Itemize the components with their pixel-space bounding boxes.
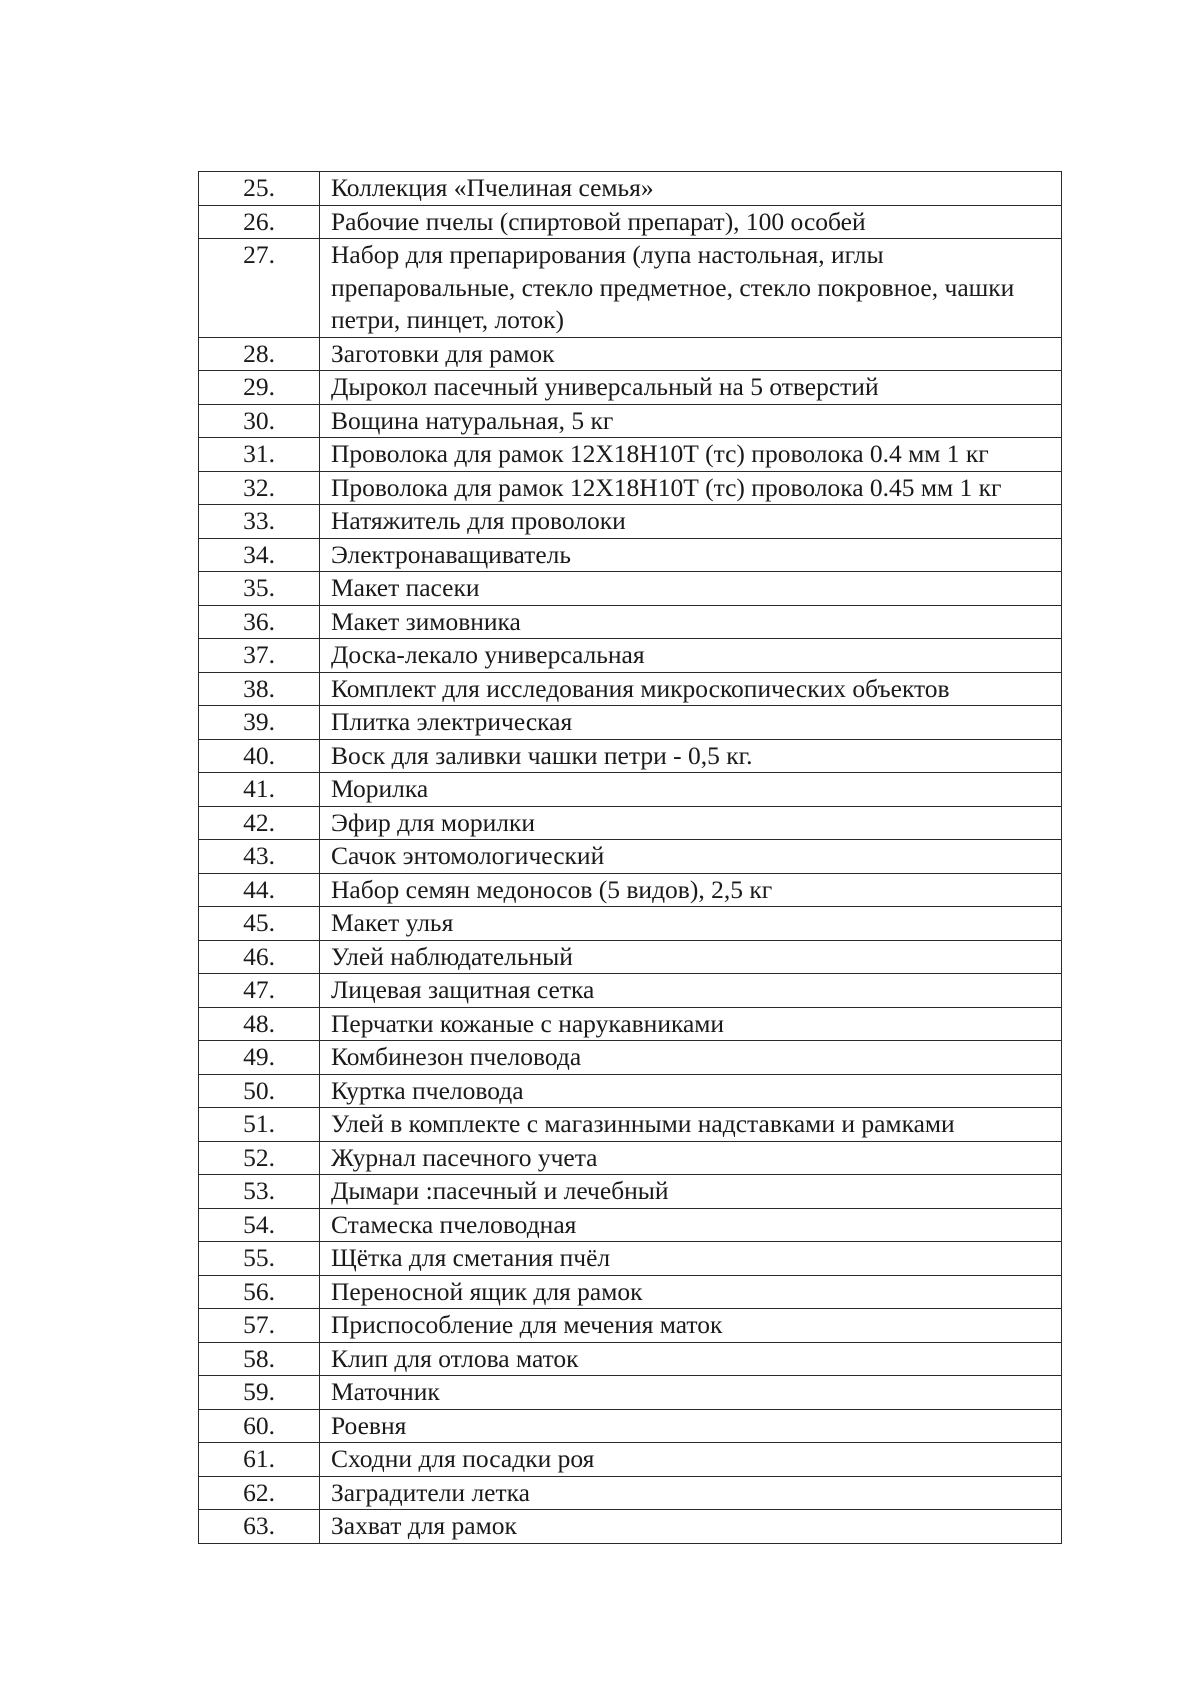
table-row	[199, 1409, 1062, 1443]
row-number: 39.	[199, 706, 320, 740]
table-row	[199, 739, 1062, 773]
item-description: Дымари :пасечный и лечебный	[320, 1175, 1062, 1209]
item-description: Щётка для сметания пчёл	[320, 1242, 1062, 1276]
item-description: Макет улья	[320, 907, 1062, 941]
row-number: 33.	[199, 505, 320, 539]
table-row	[199, 672, 1062, 706]
item-description: Заградители летка	[320, 1476, 1062, 1510]
row-number: 53.	[199, 1175, 320, 1209]
item-description: Электронаващиватель	[320, 538, 1062, 572]
item-description: Рабочие пчелы (спиртовой препарат), 100 особей	[320, 205, 1062, 239]
item-description: Проволока для рамок 12Х18Н10Т (тс) проволока 0.45 мм 1 кг	[320, 471, 1062, 505]
row-number: 41.	[199, 773, 320, 807]
table-row	[199, 505, 1062, 539]
item-description: Перчатки кожаные с нарукавниками	[320, 1007, 1062, 1041]
row-number: 56.	[199, 1275, 320, 1309]
table-row	[199, 337, 1062, 371]
item-description: Проволока для рамок 12Х18Н10Т (тс) проволока 0.4 мм 1 кг	[320, 438, 1062, 472]
item-description: Вощина натуральная, 5 кг	[320, 404, 1062, 438]
row-number: 26.	[199, 205, 320, 239]
item-description: Дырокол пасечный универсальный на 5 отверстий	[320, 371, 1062, 405]
table-row	[199, 1443, 1062, 1477]
table-row	[199, 1342, 1062, 1376]
row-number: 30.	[199, 404, 320, 438]
item-description: Макет пасеки	[320, 572, 1062, 606]
item-description: Воск для заливки чашки петри - 0,5 кг.	[320, 739, 1062, 773]
table-row	[199, 1309, 1062, 1343]
row-number: 48.	[199, 1007, 320, 1041]
table-row	[199, 438, 1062, 472]
table-row	[199, 605, 1062, 639]
table-row	[199, 1242, 1062, 1276]
table-row	[199, 974, 1062, 1008]
item-description: Переносной ящик для рамок	[320, 1275, 1062, 1309]
item-description: Лицевая защитная сетка	[320, 974, 1062, 1008]
item-description: Захват для рамок	[320, 1510, 1062, 1544]
row-number: 52.	[199, 1141, 320, 1175]
table-row	[199, 1141, 1062, 1175]
row-number: 62.	[199, 1476, 320, 1510]
row-number: 59.	[199, 1376, 320, 1410]
table-row	[199, 205, 1062, 239]
equipment-table	[198, 171, 1062, 1544]
row-number: 35.	[199, 572, 320, 606]
row-number: 36.	[199, 605, 320, 639]
item-description: Сачок энтомологический	[320, 840, 1062, 874]
row-number: 58.	[199, 1342, 320, 1376]
item-description: Коллекция «Пчелиная семья»	[320, 172, 1062, 206]
item-description: Натяжитель для проволоки	[320, 505, 1062, 539]
table-row	[199, 371, 1062, 405]
table-row	[199, 1510, 1062, 1544]
item-description: Клип для отлова маток	[320, 1342, 1062, 1376]
item-description: Набор семян медоносов (5 видов), 2,5 кг	[320, 873, 1062, 907]
table-row	[199, 840, 1062, 874]
table-row	[199, 471, 1062, 505]
table-row	[199, 1041, 1062, 1075]
item-description: Эфир для морилки	[320, 806, 1062, 840]
equipment-table-body	[199, 172, 1062, 1544]
item-description: Журнал пасечного учета	[320, 1141, 1062, 1175]
item-description: Маточник	[320, 1376, 1062, 1410]
item-description: Заготовки для рамок	[320, 337, 1062, 371]
table-row	[199, 639, 1062, 673]
table-row	[199, 806, 1062, 840]
row-number: 46.	[199, 940, 320, 974]
item-description: Улей наблюдательный	[320, 940, 1062, 974]
row-number: 38.	[199, 672, 320, 706]
table-row	[199, 1175, 1062, 1209]
row-number: 50.	[199, 1074, 320, 1108]
table-row	[199, 1208, 1062, 1242]
table-row	[199, 572, 1062, 606]
table-row	[199, 873, 1062, 907]
item-description: Доска-лекало универсальная	[320, 639, 1062, 673]
table-row	[199, 773, 1062, 807]
row-number: 51.	[199, 1108, 320, 1142]
row-number: 32.	[199, 471, 320, 505]
item-description: Макет зимовника	[320, 605, 1062, 639]
item-description: Морилка	[320, 773, 1062, 807]
table-row	[199, 172, 1062, 206]
item-description: Сходни для посадки роя	[320, 1443, 1062, 1477]
row-number: 61.	[199, 1443, 320, 1477]
table-row	[199, 940, 1062, 974]
row-number: 37.	[199, 639, 320, 673]
item-description: Комплект для исследования микроскопических объектов	[320, 672, 1062, 706]
item-description: Приспособление для мечения маток	[320, 1309, 1062, 1343]
row-number: 40.	[199, 739, 320, 773]
row-number: 47.	[199, 974, 320, 1008]
row-number: 31.	[199, 438, 320, 472]
table-row	[199, 706, 1062, 740]
row-number: 27.	[199, 239, 320, 338]
item-description: Плитка электрическая	[320, 706, 1062, 740]
item-description: Улей в комплекте с магазинными надставками и рамками	[320, 1108, 1062, 1142]
table-row	[199, 404, 1062, 438]
item-description: Куртка пчеловода	[320, 1074, 1062, 1108]
table-row	[199, 538, 1062, 572]
row-number: 54.	[199, 1208, 320, 1242]
item-description: Набор для препарирования (лупа настольная, иглы препаровальные, стекло предметное, стекло покровное, чашки петри, пинцет, лоток)	[320, 239, 1062, 338]
table-row	[199, 1074, 1062, 1108]
row-number: 43.	[199, 840, 320, 874]
item-description: Стамеска пчеловодная	[320, 1208, 1062, 1242]
row-number: 55.	[199, 1242, 320, 1276]
table-row	[199, 907, 1062, 941]
table-row	[199, 1108, 1062, 1142]
row-number: 63.	[199, 1510, 320, 1544]
row-number: 34.	[199, 538, 320, 572]
row-number: 44.	[199, 873, 320, 907]
row-number: 29.	[199, 371, 320, 405]
row-number: 28.	[199, 337, 320, 371]
item-description: Роевня	[320, 1409, 1062, 1443]
row-number: 57.	[199, 1309, 320, 1343]
table-row	[199, 1007, 1062, 1041]
table-row	[199, 1376, 1062, 1410]
item-description: Комбинезон пчеловода	[320, 1041, 1062, 1075]
row-number: 60.	[199, 1409, 320, 1443]
row-number: 45.	[199, 907, 320, 941]
table-row	[199, 239, 1062, 338]
row-number: 42.	[199, 806, 320, 840]
table-row	[199, 1476, 1062, 1510]
row-number: 25.	[199, 172, 320, 206]
row-number: 49.	[199, 1041, 320, 1075]
table-row	[199, 1275, 1062, 1309]
